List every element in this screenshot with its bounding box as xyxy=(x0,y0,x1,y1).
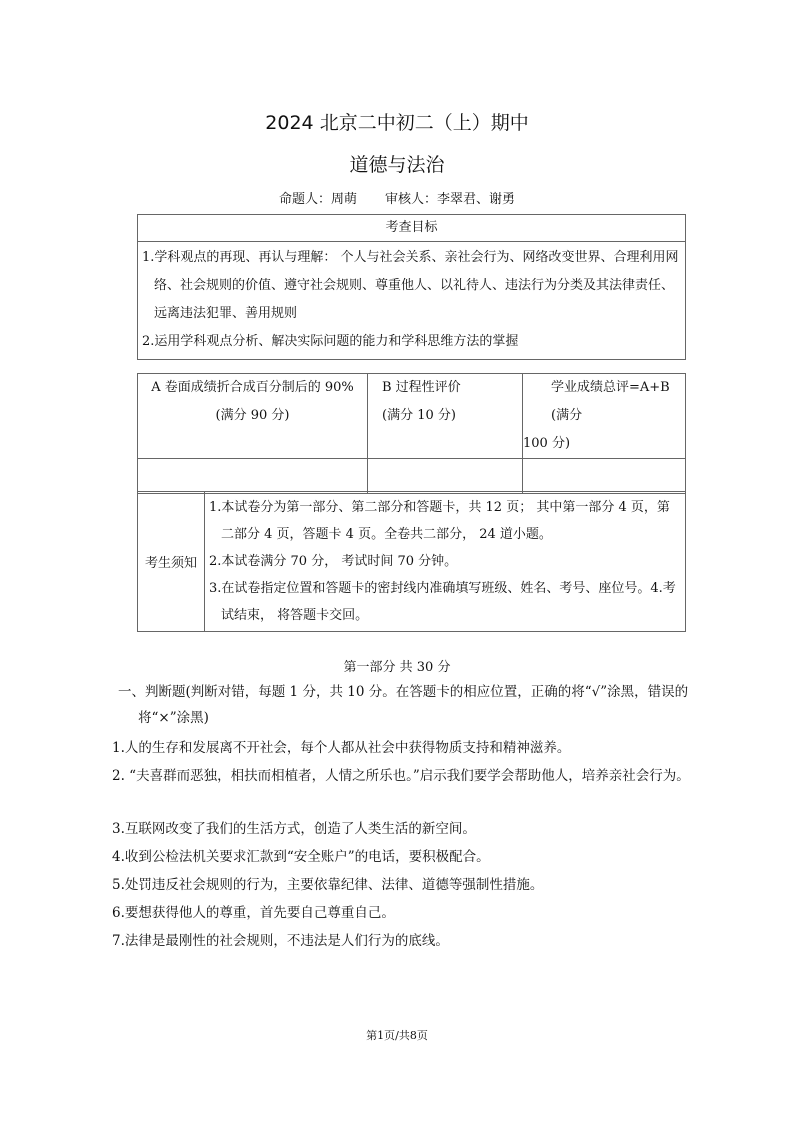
authors-line xyxy=(0,188,794,207)
score-total-line2: 100 分) xyxy=(523,436,571,451)
question-1: 1.人的生存和发展离不开社会，每个人都从社会中获得物质支持和精神滋养。 xyxy=(112,740,571,756)
score-a-line2: (满分 90 分) xyxy=(215,408,290,423)
setter: 命题人：周萌 xyxy=(278,192,357,207)
goal-item-2: 2.运用学科观点分析、解决实际问题的能力和学科思维方法的掌握 xyxy=(142,334,519,349)
exam-title: 2024 北京二中初二（上）期中 xyxy=(265,112,529,134)
exam-subject: 道德与法治 xyxy=(349,154,445,176)
score-total-cell xyxy=(523,374,686,459)
question-4: 4.收到公检法机关要求汇款到“安全账户”的电话，要积极配合。 xyxy=(112,849,490,865)
goals-header: 考查目标 xyxy=(138,215,686,242)
question-2: 2. “夫喜群而恶独，相扶而相植者，人情之所乐也。”启示我们要学会帮助他人，培养亲社会行为。 xyxy=(112,768,690,784)
notice-item-2: 2.本试卷满分 70 分， 考试时间 70 分钟。 xyxy=(209,554,458,569)
score-b-cell xyxy=(368,374,523,459)
notice-label: 考生须知 xyxy=(138,492,205,632)
goals-body xyxy=(138,242,686,360)
notice-item-3: 3.在试卷指定位置和答题卡的密封线内准确填写班级、姓名、考号、座位号。4.考试结束， 将答题卡交回。 xyxy=(209,581,676,623)
question-5: 5.处罚违反社会规则的行为，主要依靠纪律、法律、道德等强制性措施。 xyxy=(112,877,544,893)
question-7: 7.法律是最刚性的社会规则，不违法是人们行为的底线。 xyxy=(112,933,449,949)
score-a-cell xyxy=(138,374,368,459)
score-table xyxy=(137,373,686,494)
section1-instructions: 一、判断题(判断对错，每题 1 分，共 10 分。在答题卡的相应位置，正确的将“√”涂黑，错误的将“×”涂黑) xyxy=(118,684,689,726)
score-total-line1: 学业成绩总评=A+B (满分 xyxy=(551,380,670,423)
score-a-line1: A 卷面成绩折合成百分制后的 90% xyxy=(151,380,354,395)
notice-body xyxy=(205,492,686,632)
question-6: 6.要想获得他人的尊重，首先要自己尊重自己。 xyxy=(112,905,395,921)
page-footer: 第1页/共8页 xyxy=(366,1029,428,1042)
notice-item-1: 1.本试卷分为第一部分、第二部分和答题卡，共 12 页； 其中第一部分 4 页，第二部分 4 页，答题卡 4 页。全卷共二部分， 24 道小题。 xyxy=(209,500,670,542)
goals-table xyxy=(137,214,686,360)
goal-item-1: 1.学科观点的再现、再认与理解： 个人与社会关系、亲社会行为、网络改变世界、合理利用网络、社会规则的价值、遵守社会规则、尊重他人、以礼待人、违法行为分类及其法律责任、远离违法犯罪、善用规则 xyxy=(142,250,679,321)
score-a-blank xyxy=(138,459,368,494)
score-b-line2: (满分 10 分) xyxy=(382,408,456,423)
reviewer: 审核人：李翠君、谢勇 xyxy=(385,192,516,207)
score-b-line1: B 过程性评价 xyxy=(382,380,461,395)
score-total-blank xyxy=(523,459,686,494)
score-b-blank xyxy=(368,459,523,494)
notice-table xyxy=(137,491,686,632)
question-3: 3.互联网改变了我们的生活方式，创造了人类生活的新空间。 xyxy=(112,821,476,837)
part1-heading: 第一部分 共 30 分 xyxy=(343,660,451,675)
